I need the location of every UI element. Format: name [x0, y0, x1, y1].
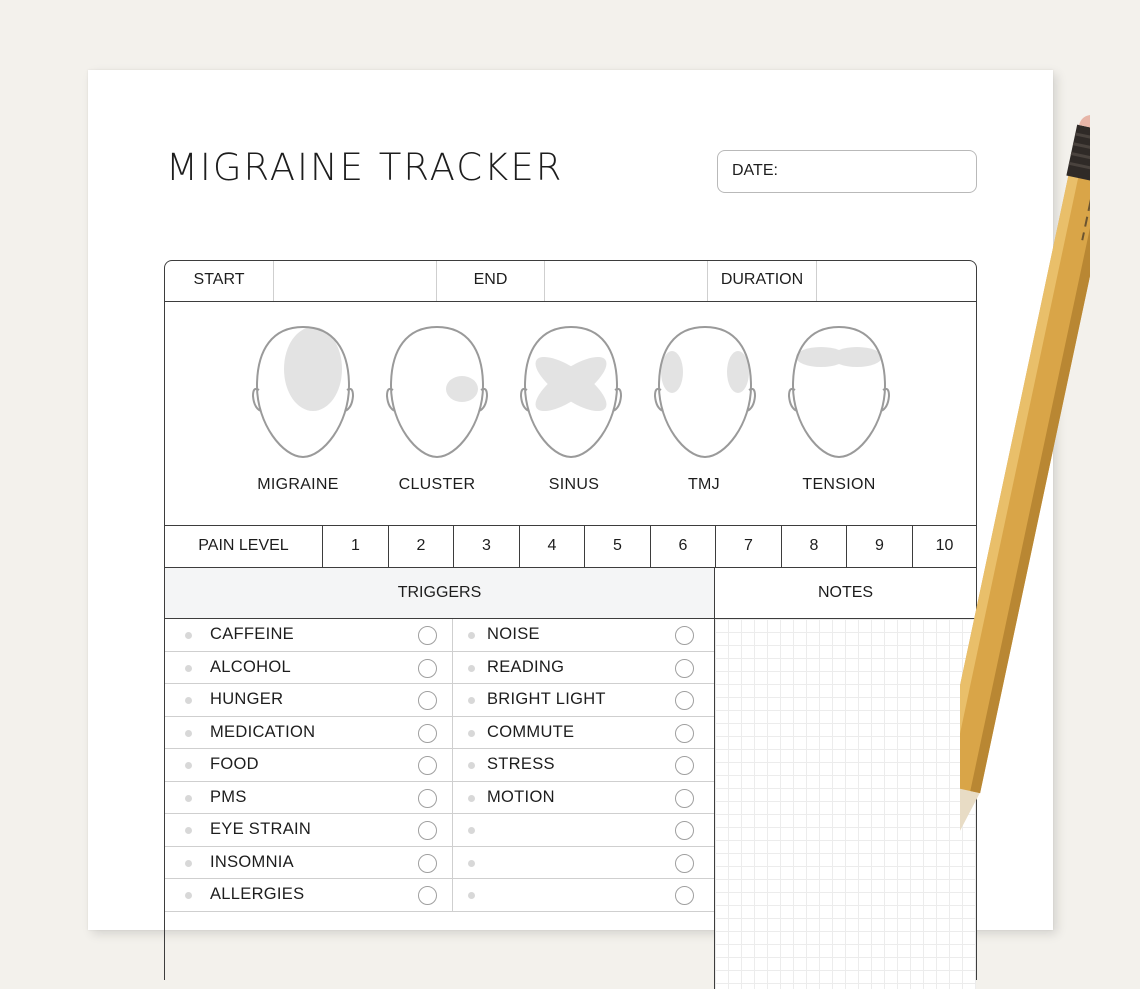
bullet-icon [468, 892, 475, 899]
trigger-item [165, 684, 453, 716]
pain-level-4[interactable]: 4 [519, 525, 584, 567]
trigger-row [165, 814, 714, 847]
bullet-icon [468, 762, 475, 769]
trigger-item [453, 652, 714, 684]
trigger-item [453, 782, 714, 814]
bullet-icon [468, 632, 475, 639]
trigger-item [453, 814, 714, 846]
trigger-item [453, 749, 714, 781]
bullet-icon [185, 827, 192, 834]
pain-level-6[interactable]: 6 [650, 525, 715, 567]
trigger-item [453, 619, 714, 651]
bullet-icon [185, 730, 192, 737]
bullet-icon [185, 892, 192, 899]
migraine-head-icon[interactable] [248, 324, 358, 459]
tracker-sheet [88, 70, 1053, 930]
trigger-row [165, 847, 714, 880]
trigger-item [453, 879, 714, 911]
pain-level-1[interactable]: 1 [322, 525, 388, 567]
cluster-head-icon[interactable] [382, 324, 492, 459]
pain-level-9[interactable]: 9 [846, 525, 912, 567]
triggers-list [165, 619, 714, 989]
duration-label: DURATION [707, 261, 816, 301]
bullet-icon [185, 762, 192, 769]
trigger-label: CAFFEINE [210, 625, 294, 643]
checkbox-circle[interactable] [675, 724, 694, 743]
duration-field[interactable] [816, 261, 976, 301]
pain-level-10[interactable]: 10 [912, 525, 976, 567]
trigger-label: MOTION [487, 787, 555, 806]
trigger-label: BRIGHT LIGHT [487, 690, 606, 708]
trigger-label: NOISE [487, 625, 540, 643]
trigger-label: FOOD [210, 755, 259, 773]
time-row [165, 261, 976, 302]
trigger-item [165, 717, 453, 749]
trigger-label: EYE STRAIN [210, 820, 312, 838]
trigger-item [165, 619, 453, 651]
bullet-icon [468, 697, 475, 704]
trigger-label: READING [487, 657, 565, 676]
checkbox-circle[interactable] [675, 691, 694, 710]
bullet-icon [185, 795, 192, 802]
checkbox-circle[interactable] [418, 659, 437, 678]
checkbox-circle[interactable] [675, 789, 694, 808]
trigger-row [165, 749, 714, 782]
sinus-label: SINUS [548, 476, 600, 493]
end-label: END [436, 261, 544, 301]
checkbox-circle[interactable] [418, 691, 437, 710]
sinus-head-icon[interactable] [516, 324, 626, 459]
section-headers [165, 568, 976, 619]
tracker-table [164, 260, 977, 980]
bullet-icon [468, 860, 475, 867]
trigger-row [165, 652, 714, 685]
trigger-label: ALLERGIES [210, 885, 305, 903]
checkbox-circle[interactable] [675, 756, 694, 775]
trigger-label: HUNGER [210, 690, 284, 708]
trigger-item [165, 814, 453, 846]
trigger-item [165, 847, 453, 879]
tmj-head-icon[interactable] [650, 324, 760, 459]
triggers-header: TRIGGERS [165, 568, 714, 618]
pain-level-label: PAIN LEVEL [198, 537, 289, 554]
trigger-label: ALCOHOL [210, 657, 291, 676]
checkbox-circle[interactable] [418, 886, 437, 905]
trigger-item [453, 684, 714, 716]
trigger-row [165, 782, 714, 815]
bullet-icon [185, 665, 192, 672]
trigger-item [453, 847, 714, 879]
tmj-label: TMJ [687, 476, 720, 493]
pain-level-5[interactable]: 5 [584, 525, 650, 567]
checkbox-circle[interactable] [418, 626, 437, 645]
notes-header: NOTES [714, 568, 976, 618]
checkbox-circle[interactable] [418, 724, 437, 743]
trigger-label: STRESS [487, 755, 555, 773]
pain-level-8[interactable]: 8 [781, 525, 846, 567]
bullet-icon [468, 827, 475, 834]
checkbox-circle[interactable] [418, 756, 437, 775]
trigger-row [165, 619, 714, 652]
checkbox-circle[interactable] [418, 854, 437, 873]
trigger-label: COMMUTE [487, 722, 575, 741]
trigger-item [165, 782, 453, 814]
trigger-label: PMS [210, 787, 247, 806]
page-title: MIGRAINE TRACKER [166, 146, 564, 189]
trigger-row [165, 879, 714, 912]
checkbox-circle[interactable] [675, 886, 694, 905]
bullet-icon [468, 730, 475, 737]
bullet-icon [185, 860, 192, 867]
pain-level-row [165, 525, 976, 568]
headache-types [165, 302, 976, 526]
trigger-row [165, 684, 714, 717]
bullet-icon [468, 665, 475, 672]
start-field[interactable] [273, 261, 436, 301]
bullet-icon [468, 795, 475, 802]
bullet-icon [185, 697, 192, 704]
checkbox-circle[interactable] [675, 854, 694, 873]
pain-level-2[interactable]: 2 [388, 525, 453, 567]
checkbox-circle[interactable] [675, 626, 694, 645]
trigger-label: MEDICATION [210, 722, 316, 741]
start-label: START [193, 271, 245, 288]
trigger-item [453, 717, 714, 749]
pencil-image [960, 110, 1090, 890]
notes-grid[interactable] [714, 619, 976, 989]
checkbox-circle[interactable] [418, 789, 437, 808]
trigger-item [165, 749, 453, 781]
trigger-row [165, 717, 714, 750]
trigger-label: INSOMNIA [210, 852, 294, 871]
bullet-icon [185, 632, 192, 639]
trigger-item [165, 879, 453, 911]
checkbox-circle[interactable] [418, 821, 437, 840]
checkbox-circle[interactable] [675, 821, 694, 840]
tension-label: TENSION [802, 476, 876, 493]
cluster-label: CLUSTER [398, 476, 476, 493]
pain-level-3[interactable]: 3 [453, 525, 519, 567]
date-field[interactable] [717, 150, 977, 193]
trigger-item [165, 652, 453, 684]
pain-level-7[interactable]: 7 [715, 525, 781, 567]
end-field[interactable] [544, 261, 707, 301]
migraine-label: MIGRAINE [257, 476, 339, 493]
tension-head-icon[interactable] [784, 324, 894, 459]
checkbox-circle[interactable] [675, 659, 694, 678]
date-label: DATE: [732, 162, 778, 179]
